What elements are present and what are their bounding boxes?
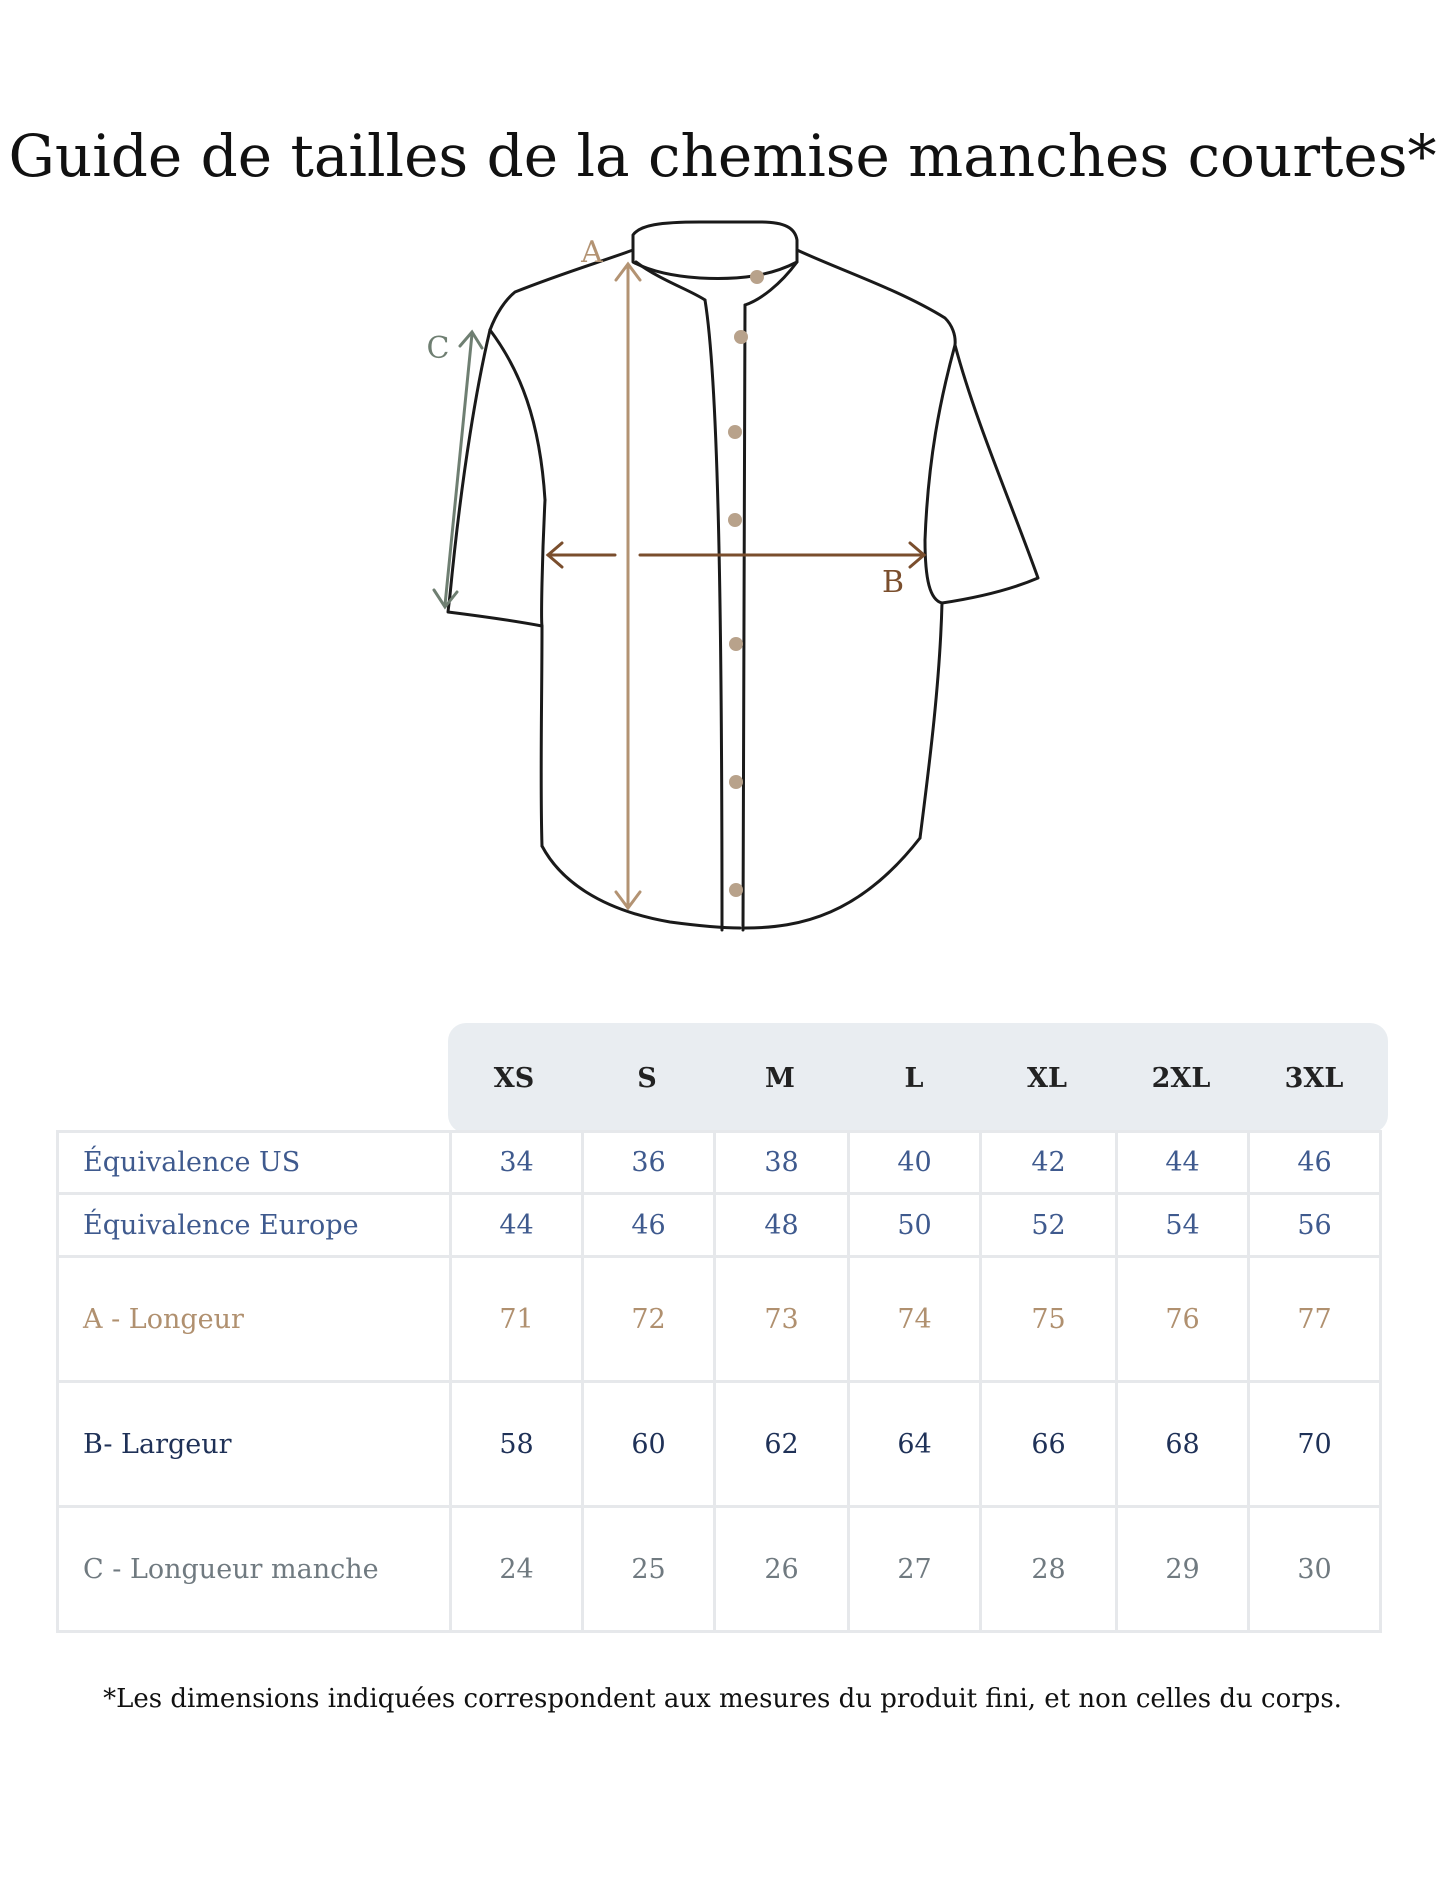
size-label-m: M: [765, 1063, 795, 1094]
table-cell: 34: [451, 1132, 583, 1194]
table-row-us: [58, 1132, 1381, 1194]
size-label-l: L: [904, 1063, 924, 1094]
table-cell: 56: [1249, 1194, 1381, 1257]
dimension-b-arrow: [548, 543, 924, 567]
table-cell: 62: [715, 1382, 849, 1507]
table-cell: 24: [451, 1507, 583, 1632]
table-cell: 54: [1117, 1194, 1249, 1257]
dimension-b-label: B: [881, 565, 905, 600]
row-label: Équivalence US: [58, 1132, 451, 1194]
row-label: Équivalence Europe: [58, 1194, 451, 1257]
footnote: *Les dimensions indiquées correspondent aux mesures du produit fini, et non celles du corps.: [103, 1684, 1342, 1714]
table-cell: 74: [849, 1257, 981, 1382]
table-cell: 28: [981, 1507, 1117, 1632]
table-cell: 70: [1249, 1382, 1381, 1507]
table-cell: 50: [849, 1194, 981, 1257]
table-cell: 40: [849, 1132, 981, 1194]
table-row-sleeve-length: [58, 1507, 1381, 1632]
table-cell: 30: [1249, 1507, 1381, 1632]
dimension-a-label: A: [581, 235, 603, 270]
table-cell: 60: [583, 1382, 715, 1507]
size-label-xl: XL: [1027, 1063, 1067, 1094]
table-cell: 73: [715, 1257, 849, 1382]
table-cell: 38: [715, 1132, 849, 1194]
table-cell: 58: [451, 1382, 583, 1507]
size-table: [56, 1130, 1382, 1633]
table-cell: 68: [1117, 1382, 1249, 1507]
row-label: A - Longeur: [58, 1257, 451, 1382]
dimension-c-arrow: [434, 332, 482, 607]
size-label-xs: XS: [493, 1063, 535, 1094]
size-label-2xl: 2XL: [1151, 1063, 1211, 1094]
size-label-3xl: 3XL: [1284, 1063, 1344, 1094]
table-cell: 44: [1117, 1132, 1249, 1194]
table-cell: 46: [583, 1194, 715, 1257]
dimension-a-arrow: [616, 264, 640, 908]
table-cell: 77: [1249, 1257, 1381, 1382]
table-cell: 27: [849, 1507, 981, 1632]
table-cell: 72: [583, 1257, 715, 1382]
table-row-europe: [58, 1194, 1381, 1257]
table-cell: 46: [1249, 1132, 1381, 1194]
table-cell: 36: [583, 1132, 715, 1194]
table-row-width: [58, 1382, 1381, 1507]
table-cell: 64: [849, 1382, 981, 1507]
table-cell: 52: [981, 1194, 1117, 1257]
table-cell: 44: [451, 1194, 583, 1257]
table-cell: 48: [715, 1194, 849, 1257]
dimension-c-label: C: [426, 331, 450, 366]
page-title: Guide de tailles de la chemise manches courtes*: [8, 122, 1437, 190]
table-cell: 71: [451, 1257, 583, 1382]
shirt-outline: [448, 222, 1038, 930]
table-cell: 29: [1117, 1507, 1249, 1632]
size-label-s: S: [637, 1063, 657, 1094]
table-cell: 25: [583, 1507, 715, 1632]
table-cell: 66: [981, 1382, 1117, 1507]
table-cell: 42: [981, 1132, 1117, 1194]
table-cell: 76: [1117, 1257, 1249, 1382]
row-label: C - Longueur manche: [58, 1507, 451, 1632]
table-cell: 26: [715, 1507, 849, 1632]
table-row-length: [58, 1257, 1381, 1382]
table-cell: 75: [981, 1257, 1117, 1382]
row-label: B- Largeur: [58, 1382, 451, 1507]
